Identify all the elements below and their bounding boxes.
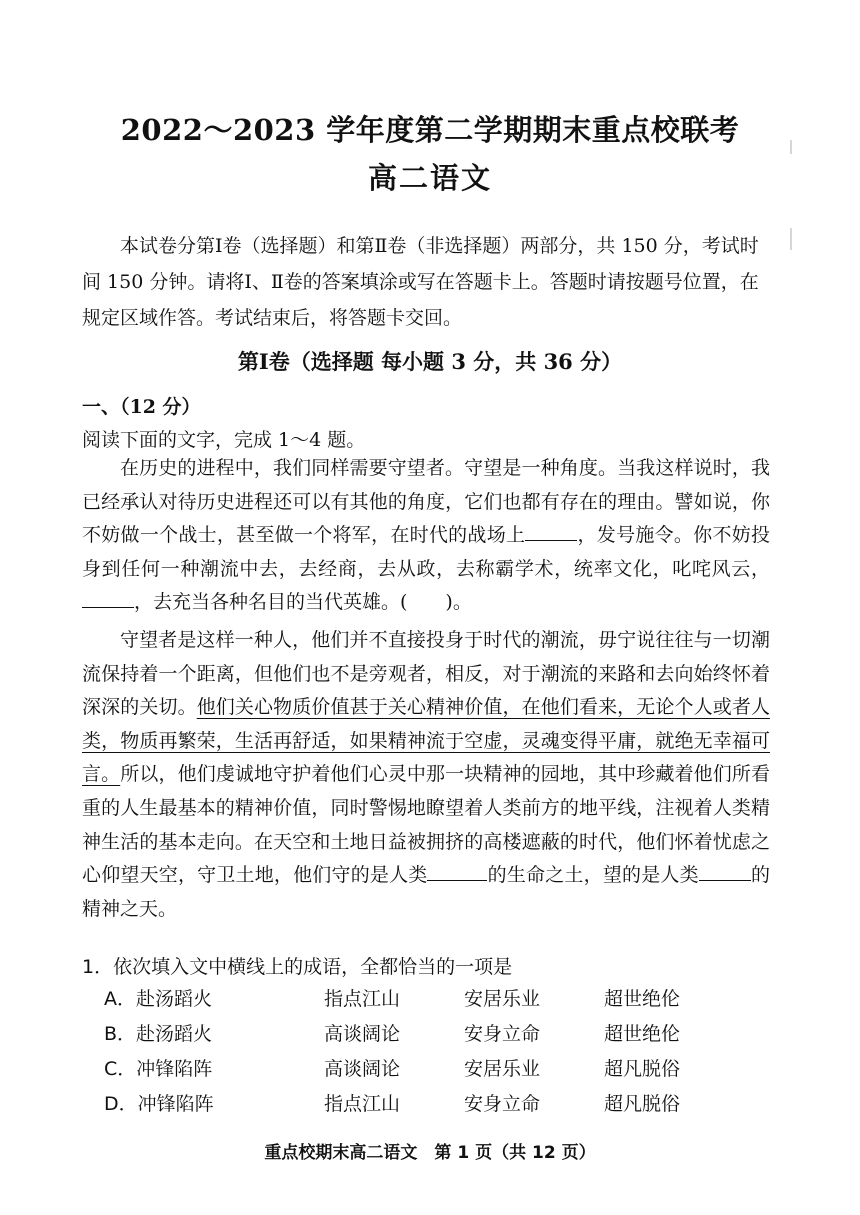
section-heading: 一、（12 分） <box>82 396 201 418</box>
question-stem: 1．依次填入文中横线上的成语，全都恰当的一项是 <box>82 956 513 978</box>
option-idiom: 高谈阔论 <box>324 1058 401 1080</box>
passage-paragraph <box>82 452 770 620</box>
page-footer: 重点校期末高二语文 第 1 页（共 12 页） <box>264 1143 596 1163</box>
reading-instruction: 阅读下面的文字，完成 1～4 题。 <box>82 429 366 451</box>
exam-subject: 高二语文 <box>367 161 492 195</box>
fill-blank <box>427 862 487 881</box>
option-idiom: 超世绝伦 <box>604 1023 681 1045</box>
option-idiom: 安身立命 <box>464 1093 541 1115</box>
option-b <box>104 1019 744 1054</box>
fill-blank <box>525 522 577 541</box>
option-idiom: 超凡脱俗 <box>604 1093 681 1115</box>
option-d <box>104 1089 744 1124</box>
option-label: C．冲锋陷阵 <box>104 1058 213 1080</box>
option-label: A．赴汤蹈火 <box>104 988 212 1010</box>
option-idiom: 安居乐业 <box>464 988 541 1010</box>
passage-text: 所以，他们虔诚地守护着他们心灵中那一块精神的园地，其中珍藏着他们所看重的人生最基本的精神价值，同时警惕地瞭望着人类前方的地平线，注视着人类精神生活的基本走向。在天空和土地日益被拥挤的高楼遮蔽的时代，他们怀着忧虑之心仰望天空，守卫土地，他们守的是人类 <box>82 763 770 887</box>
option-c <box>104 1054 744 1089</box>
option-label: D．冲锋陷阵 <box>104 1093 214 1115</box>
passage-text: 在历史的进程中，我们同样需要守望者。守望是一种角度。当我这样说时，我已经承认对待历史进程还可以有其他的角度，它们也都有存在的理由。譬如说，你不妨做一个战士，甚至做一个将军，在时代的战场上 <box>82 457 770 547</box>
passage-text: ，发号施令。你不妨投身到任何一种潮流中去，去经商，去从政，去称霸学术，统率文化，叱咤风云， <box>82 524 770 580</box>
exam-instructions: 本试卷分第Ⅰ卷（选择题）和第Ⅱ卷（非选择题）两部分，共 150 分，考试时间 150 分钟。请将Ⅰ、Ⅱ卷的答案填涂或写在答题卡上。答题时请按题号位置，在规定区域作答。考试结束后，将答题卡交回。 <box>82 235 759 329</box>
part-title: 第Ⅰ卷（选择题 每小题 3 分，共 36 分） <box>237 349 623 374</box>
option-idiom: 高谈阔论 <box>324 1023 401 1045</box>
scan-mark <box>790 140 792 154</box>
option-idiom: 指点江山 <box>324 988 401 1010</box>
option-idiom: 指点江山 <box>324 1093 401 1115</box>
passage-text: 的生命之土，望的是人类 <box>487 864 699 887</box>
option-idiom: 超世绝伦 <box>604 988 681 1010</box>
passage-text: 守望者是这样一种人，他们并不直接投身于时代的潮流，毋宁说往往与一切潮流保持着一个距离，但他们也不是旁观者，相反，对于潮流的来路和去向始终怀着深深的关切。 <box>82 628 770 719</box>
option-idiom: 安居乐业 <box>464 1058 541 1080</box>
exam-title: 2022～2023 学年度第二学期期末重点校联考 <box>120 113 740 147</box>
option-a <box>104 984 744 1019</box>
underlined-sentence: 他们关心物质价值甚于关心精神价值，在他们看来，无论个人或者人类，物质再繁荣，生活再舒适，如果精神流于空虚，灵魂变得平庸，就绝无幸福可言。 <box>82 696 770 786</box>
option-idiom: 安身立命 <box>464 1023 541 1045</box>
reading-passage <box>82 452 770 926</box>
option-idiom: 超凡脱俗 <box>604 1058 681 1080</box>
option-label: B．赴汤蹈火 <box>104 1023 213 1045</box>
answer-options <box>104 984 744 1124</box>
passage-text: 的精神之天。 <box>82 864 770 920</box>
fill-blank <box>699 862 751 881</box>
passage-paragraph <box>82 624 770 926</box>
fill-blank <box>82 589 134 608</box>
scan-mark <box>790 228 792 250</box>
passage-text: ，去充当各种名目的当代英雄。( )。 <box>134 591 472 614</box>
